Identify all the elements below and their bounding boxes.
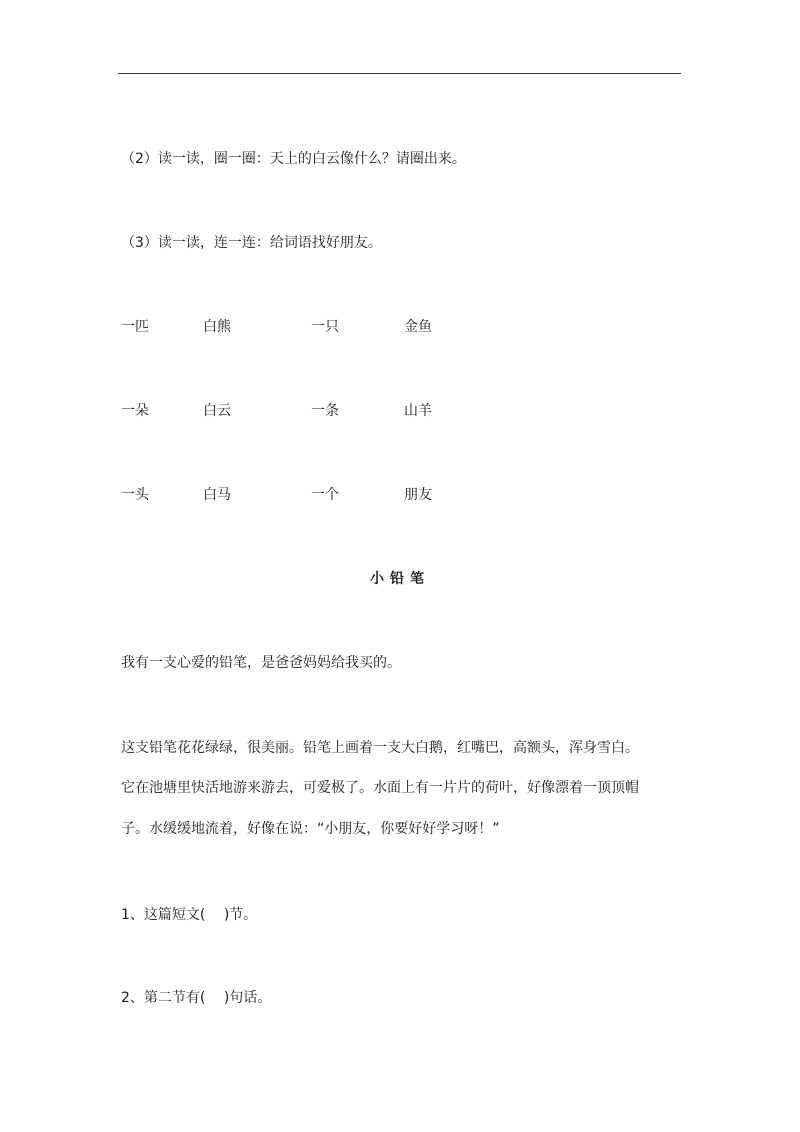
passage-paragraph-2-line: 子。水缓缓地流着，好像在说：“小朋友，你要好好学习呀！” bbox=[121, 821, 500, 837]
measure-word: 一头 bbox=[121, 487, 149, 503]
passage-paragraph-1: 我有一支心爱的铅笔，是爸爸妈妈给我买的。 bbox=[121, 655, 401, 671]
passage-title: 小铅笔 bbox=[370, 571, 430, 587]
measure-word: 一只 bbox=[311, 319, 339, 335]
header-rule bbox=[118, 73, 681, 74]
noun-word: 朋友 bbox=[404, 487, 432, 503]
exercise-2: 2、第二节有( )句话。 bbox=[121, 990, 272, 1006]
measure-word: 一条 bbox=[311, 403, 339, 419]
question-2: （2）读一读，圈一圈：天上的白云像什么？请圈出来。 bbox=[121, 151, 466, 167]
noun-word: 山羊 bbox=[404, 403, 432, 419]
question-3: （3）读一读，连一连：给词语找好朋友。 bbox=[121, 235, 382, 251]
measure-word: 一个 bbox=[311, 487, 339, 503]
noun-word: 白马 bbox=[203, 487, 231, 503]
passage-paragraph-2-line: 它在池塘里快活地游来游去，可爱极了。水面上有一片片的荷叶，好像漂着一顶顶帽 bbox=[121, 780, 639, 796]
measure-word: 一朵 bbox=[121, 403, 149, 419]
noun-word: 白云 bbox=[203, 403, 231, 419]
noun-word: 白熊 bbox=[203, 319, 231, 335]
exercise-1: 1、这篇短文( )节。 bbox=[121, 907, 258, 923]
passage-paragraph-2-line: 这支铅笔花花绿绿，很美丽。铅笔上画着一支大白鹅，红嘴巴，高额头，浑身雪白。 bbox=[121, 740, 639, 756]
noun-word: 金鱼 bbox=[404, 319, 432, 335]
measure-word: 一匹 bbox=[121, 319, 149, 335]
